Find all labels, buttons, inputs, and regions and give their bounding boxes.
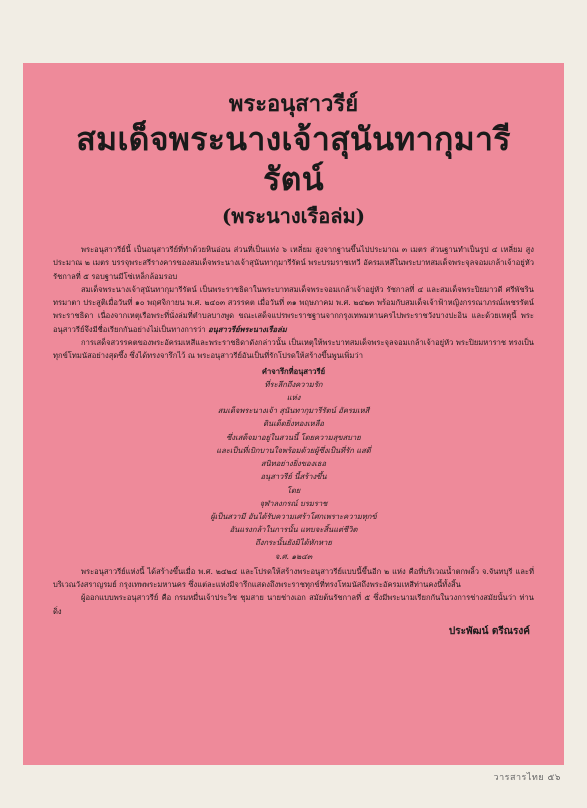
- poem-line: ผู้เป็นสวามี อันได้รับความเศร้าโศกเพราะความทุกข์: [210, 511, 377, 521]
- paragraph-2: [53, 283, 534, 336]
- poem-line: แห่ง: [286, 393, 301, 403]
- paragraph-5: ผู้ออกแบบพระอนุสาวรีย์ คือ กรมหมื่นเจ้าประวิช ชุมสาย นายช่างเอก สมัยต้นรัชกาลที่ ๕ ซึ่งมีพระนามเรียกกันในวงการช่างสมัยนั้นว่า ท่านดิ่ง: [53, 593, 534, 616]
- poem-title: คำจารึกที่อนุสาวรีย์: [261, 366, 326, 376]
- article-body: [53, 243, 534, 618]
- poem-line: และเป็นที่เบิกบานใจพร้อมด้วยผู้ซึ่งเป็นที่รัก แสดี่: [216, 445, 371, 455]
- poem-line: จ.ศ. ๑๒๔๓: [274, 551, 313, 561]
- poem-line: อนุสาวรีย์ นี้สร้างขึ้น: [260, 472, 327, 482]
- paragraph-3: การเสด็จสวรรคตของพระอัครมเหสีและพระราชธิดาดังกล่าวนั้น เป็นเหตุให้พระบาทสมเด็จพระจุลจอมเกล้าเจ้าอยู่หัว พระปิยมหาราช ทรงเป็นทุกข์โทมนัสอย่างสุดซึ้ง ซึ่งได้ทรงจารึกไว้ ณ พระอนุสาวรีย์อันเป็นที่รักโปรดให้สร้างขึ้นพูนเพิ่มว่า: [53, 338, 534, 361]
- author-signature: ประพัฒน์ ตรีณรงค์: [448, 625, 530, 637]
- poem-line: ที่ระลึกถึงความรัก: [264, 379, 323, 389]
- inscription-poem: [53, 365, 534, 563]
- title-line-2: สมเด็จพระนางเจ้าสุนันทากุมารีรัตน์: [76, 120, 511, 198]
- paragraph-4: พระอนุสาวรีย์แห่งนี้ ได้สร้างขึ้นเมื่อ พ.ศ. ๒๔๒๔ และโปรดให้สร้างพระอนุสาวรีย์แบบนี้ขึ้นอีก ๒ แห่ง คือที่บริเวณน้ำตกพลิ้ว จ.จันทบุรี และที่บริเวณวังสราญรมย์ กรุงเทพพระมหานคร ซึ่งแต่ละแห่งมีจารึกแสดงถึงพระราชทุกข์ที่ทรงโทมนัสถึงพระอัครมเหสีท่านคงนี้ทั้งสิ้น: [53, 566, 534, 590]
- poem-line: จุฬาลงกรณ์ บรมราช: [259, 498, 328, 508]
- article-panel: [23, 63, 564, 765]
- poem-line: ซึ่งเสด็จมาอยู่ในสวนนี้ โดยความสุขสบาย: [226, 432, 361, 442]
- poem-line: สนิทอย่างยิ่งของเธอ: [260, 459, 327, 469]
- title-line-1: พระอนุสาวรีย์: [228, 91, 359, 117]
- paragraph-2-emphasis: อนุสาวรีย์พระนางเรือล่ม: [208, 324, 287, 334]
- poem-line: โดย: [286, 485, 301, 495]
- page-footer: วารสารไทย ๕๖: [493, 773, 561, 783]
- poem-line: สมเด็จพระนางเจ้า สุนันทากุมารีรัตน์ อัครมเหสี: [217, 406, 370, 416]
- poem-line: ถึงกระนั้นยังมิได้หักหาย: [255, 538, 332, 548]
- title-line-3: (พระนางเรือล่ม): [221, 204, 366, 228]
- poem-line: ดินเด็ดยิ่งทองเหลือ: [263, 419, 324, 429]
- paragraph-2-text: สมเด็จพระนางเจ้าสุนันทากุมารีรัตน์ เป็นพระราชธิดาในพระบาทสมเด็จพระจอมเกล้าเจ้าอยู่หัว รัชกาลที่ ๔ และสมเด็จพระปิยมาวดี ศรีพัชรินทรมาตา ประสูติเมื่อวันที่ ๑๐ พฤศจิกายน พ.ศ. ๒๔๐๓ สวรรคต เมื่อวันที่ ๓๑ พฤษภาคม พ.ศ. ๒๔๒๓ พร้อมกับสมเด็จเจ้าฟ้าหญิงกรรณาภรณ์เพชรรัตน์ พระราชธิดา เนื่องจากเหตุเรือพระที่นั่งล่มที่ตำบลบางพูด ขณะเสด็จแปรพระราชฐานจากกรุงเทพมหานครไปพระราชวังบางปะอิน และด้วยเหตุนี้ พระอนุสาวรีย์จึงมีชื่อเรียกกันอย่างไม่เป็นทางการว่า: [53, 284, 534, 334]
- poem-line: อันแรงกล้าในการนั้น แทบจะสิ้นแต่ชีวิต: [229, 525, 358, 535]
- paragraph-1: พระอนุสาวรีย์นี้ เป็นอนุสาวรีย์ที่ทำด้วยหินอ่อน ส่วนที่เป็นแท่ง ๖ เหลี่ยม สูงจากฐานขึ้นไปประมาณ ๓ เมตร ส่วนฐานทำเป็นรูป ๔ เหลี่ยม สูงประมาณ ๒ เมตร บรรจุพระสรีรางคารของสมเด็จพระนางเจ้าสุนันทากุมารีรัตน์ พระบรมราชเทวี อัครมเหสีในพระบาทสมเด็จพระจุลจอมเกล้าเจ้าอยู่หัว รัชกาลที่ ๕ รอบฐานมีโซ่เหล็กล้อมรอบ: [53, 245, 534, 281]
- article-header: [53, 91, 534, 229]
